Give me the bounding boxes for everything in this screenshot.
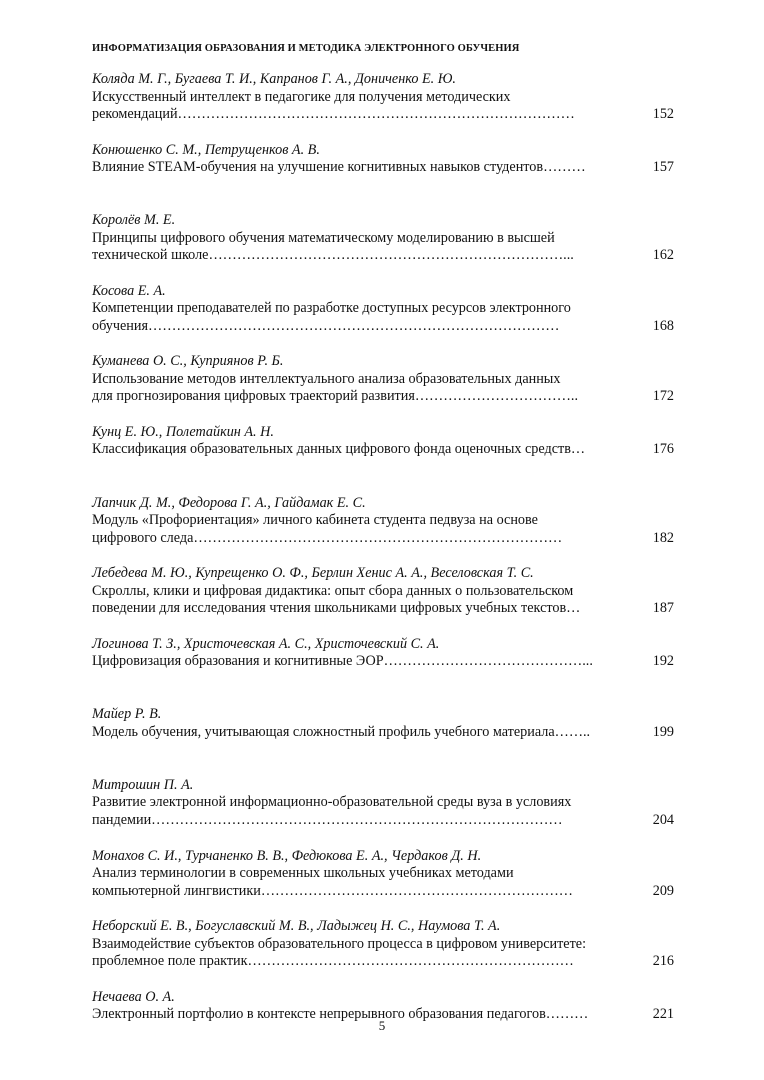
toc-entry-authors: Коляда М. Г., Бугаева Т. И., Капранов Г. А., Дониченко Е. Ю. (92, 71, 456, 87)
toc-entry-authors: Конюшенко С. М., Петрущенков А. В. (92, 141, 320, 158)
toc-entry-page-number: 204 (652, 811, 674, 828)
toc-entry-title-line: Компетенции преподавателей по разработке доступных ресурсов электронного (92, 300, 571, 317)
toc-entry-title-with-leader: Модель обучения, учитывающая сложностный профиль учебного материала…….. (92, 723, 591, 740)
toc-entry-title-last-line (92, 530, 674, 548)
toc-entry-page-number: 216 (652, 953, 674, 970)
toc-entry-page-number: 172 (652, 388, 674, 405)
toc-entry-title-with-leader: технической школе…………………………………………………………………... (92, 247, 574, 264)
toc-entry-title-line: Использование методов интеллектуального анализа образовательных данных (92, 370, 561, 387)
toc-entry-page-number: 192 (652, 653, 674, 670)
toc-entry-authors: Неборский Е. В., Богуславский М. В., Ладыжец Н. С., Наумова Т. А. (92, 918, 501, 935)
toc-entry-title-last-line (92, 883, 674, 901)
toc-entry-page-number: 152 (652, 106, 674, 122)
toc-entry-title-with-leader: для прогнозирования цифровых траекторий развития…………………………….. (92, 388, 579, 405)
toc-entry-page-number: 187 (652, 600, 674, 617)
toc-entry-title-line: Скроллы, клики и цифровая дидактика: опыт сбора данных о пользовательском (92, 582, 574, 599)
toc-entry-authors: Кунц Е. Ю., Полетайкин А. Н. (92, 423, 274, 440)
toc-entry-title-last-line (92, 247, 674, 265)
toc-entry-page-number: 199 (652, 723, 674, 740)
toc-entry (92, 495, 674, 566)
toc-entry-title-last-line (92, 600, 674, 618)
toc-entry-authors: Нечаева О. А. (92, 988, 175, 1005)
toc-entry-title-last-line (92, 953, 674, 971)
toc-entry-authors: Лебедева М. Ю., Купрещенко О. Ф., Берлин Хенис А. А., Веселовская Т. С. (92, 565, 534, 582)
toc-entry (92, 918, 674, 989)
toc-entry-authors: Куманева О. С., Куприянов Р. Б. (92, 353, 284, 370)
toc-entry-page-number: 157 (652, 159, 674, 176)
toc-entry-title-with-leader: пандемии…………………………………………………………………………… (92, 811, 563, 828)
toc-entry (92, 565, 674, 636)
toc-entry (92, 142, 674, 213)
toc-entry-title-last-line (92, 159, 674, 177)
toc-entry-page-number: 162 (652, 247, 674, 264)
running-header: ИНФОРМАТИЗАЦИЯ ОБРАЗОВАНИЯ И МЕТОДИКА ЭЛЕКТРОННОГО ОБУЧЕНИЯ (92, 43, 520, 54)
toc-entry-title-with-leader: компьютерной лингвистики………………………………………………………… (92, 882, 573, 899)
toc-entry-title-with-leader: рекомендаций………………………………………………………………………… (92, 106, 575, 122)
toc-entry-authors: Косова Е. А. (92, 282, 166, 299)
toc-entry-title-last-line (92, 653, 674, 671)
toc-entry-page-number: 209 (652, 882, 674, 899)
toc-entry (92, 424, 674, 495)
toc-entry-title-last-line (92, 106, 674, 124)
toc-entry-page-number: 168 (652, 317, 674, 334)
toc-entry-title-line: Модуль «Профориентация» личного кабинета студента педвуза на основе (92, 512, 538, 529)
toc-entry-page-number: 182 (652, 529, 674, 546)
page-number: 5 (378, 1018, 386, 1033)
toc-entry-title-last-line (92, 441, 674, 459)
toc-entry-page-number: 176 (652, 441, 674, 458)
toc-entry-page-number: 221 (652, 1006, 674, 1023)
toc-entry-authors: Майер Р. В. (92, 706, 162, 723)
toc-entry-authors: Монахов С. И., Турчаненко В. В., Федюкова Е. А., Чердаков Д. Н. (92, 847, 482, 864)
toc-entry-title-line: Взаимодействие субъектов образовательного процесса в цифровом университете: (92, 935, 587, 952)
toc-entry-authors: Королёв М. Е. (92, 212, 176, 229)
toc-entry (92, 636, 674, 707)
toc-entry-authors: Митрошин П. А. (92, 776, 194, 793)
toc-entry-title-last-line (92, 318, 674, 336)
toc-entry (92, 848, 674, 919)
toc-entry-title-with-leader: поведении для исследования чтения школьниками цифровых учебных текстов… (92, 600, 581, 617)
table-of-contents (92, 71, 674, 1059)
toc-entry (92, 71, 674, 142)
toc-entry-title-with-leader: Классификация образовательных данных цифрового фонда оценочных средств… (92, 441, 586, 458)
toc-entry-title-with-leader: Цифровизация образования и когнитивные ЭОР……………………………………... (92, 653, 593, 670)
toc-entry-title-with-leader: цифрового следа…………………………………………………………………… (92, 529, 563, 546)
toc-entry-title-line: Принципы цифрового обучения математическому моделированию в высшей (92, 229, 555, 246)
toc-entry-title-line: Анализ терминологии в современных школьных учебниках методами (92, 865, 514, 882)
toc-entry-title-line: Развитие электронной информационно-образовательной среды вуза в условиях (92, 794, 572, 811)
toc-entry-title-last-line (92, 724, 674, 742)
toc-entry-authors: Логинова Т. З., Христочевская А. С., Христочевский С. А. (92, 635, 440, 652)
toc-entry-title-last-line (92, 812, 674, 830)
toc-entry-title-with-leader: Электронный портфолио в контексте непрерывного образования педагогов……… (92, 1006, 589, 1023)
toc-entry-title-with-leader: Влияние STEAM-обучения на улучшение когнитивных навыков студентов……… (92, 159, 586, 176)
toc-entry (92, 283, 674, 354)
toc-entry-title-with-leader: обучения…………………………………………………………………………… (92, 317, 560, 334)
toc-entry-title-with-leader: проблемное поле практик…………………………………………………………… (92, 953, 574, 970)
toc-entry-authors: Лапчик Д. М., Федорова Г. А., Гайдамак Е. С. (92, 494, 366, 511)
toc-entry (92, 212, 674, 283)
toc-entry (92, 353, 674, 424)
toc-entry (92, 777, 674, 848)
toc-entry-title-line: Искусственный интеллект в педагогике для получения методических (92, 88, 511, 105)
toc-entry-title-last-line (92, 388, 674, 406)
toc-entry (92, 706, 674, 777)
